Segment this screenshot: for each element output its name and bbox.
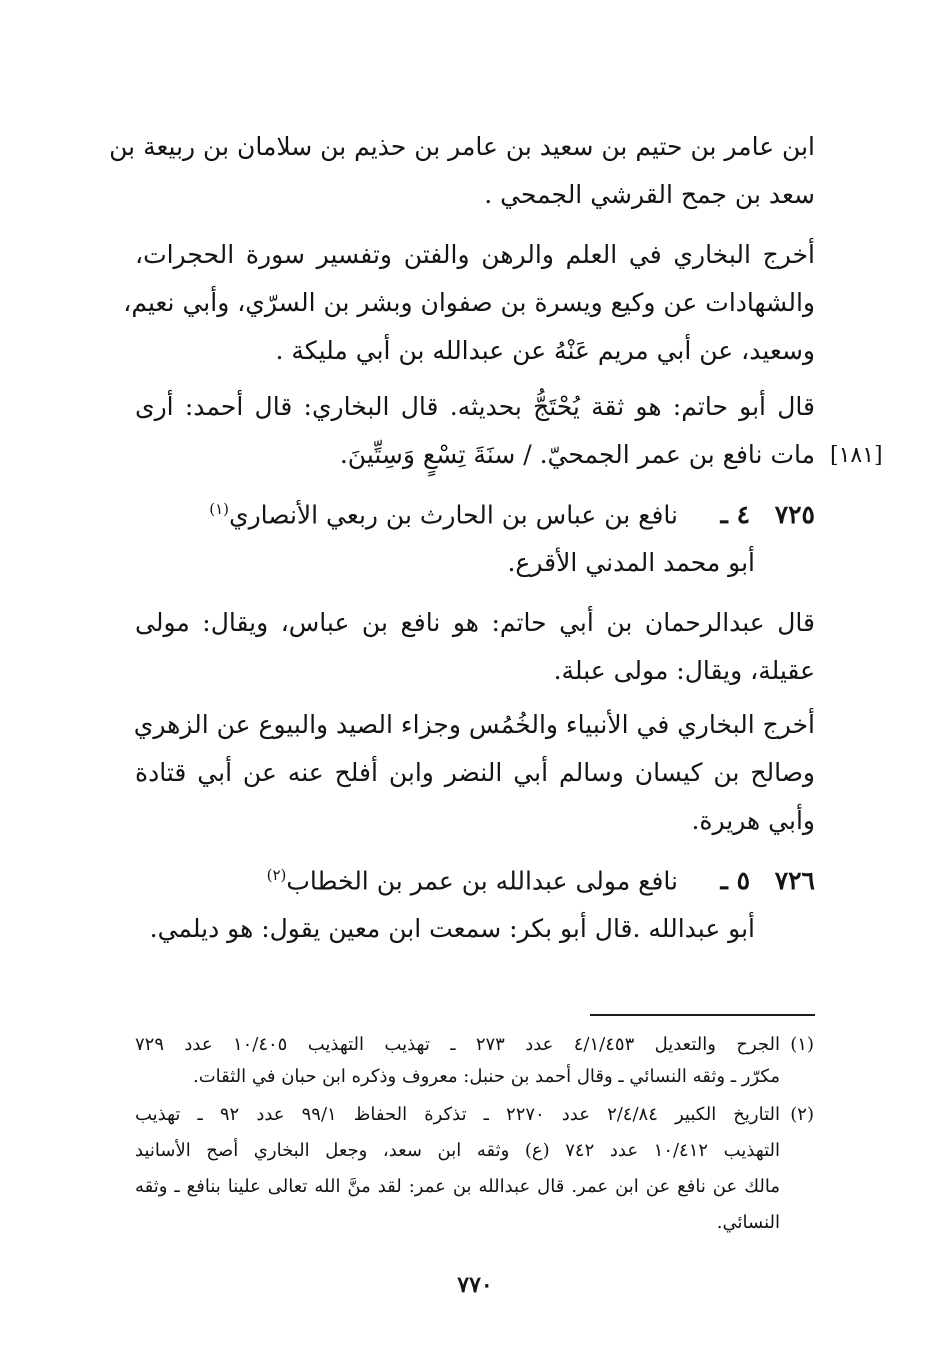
entry-number: ٧٢٥ (774, 500, 815, 529)
entry-subnumber: ٤ ـ (720, 500, 750, 529)
text-line: أخرج البخاري في العلم والرهن والفتن وتفسير سورة الحجرات، (135, 240, 815, 269)
footnote-reference: (٢) (266, 866, 287, 884)
entry-kunya: أبو عبدالله .قال أبو بكر: سمعت ابن معين يقول: هو ديلمي. (149, 914, 755, 943)
page-number: ٧٧٠ (457, 1272, 493, 1298)
entry-title (209, 500, 678, 529)
text-line: عقيلة، ويقال: مولى عبلة. (553, 656, 815, 685)
footnote-separator (590, 1014, 815, 1016)
entry-title (267, 866, 678, 895)
entry-title-text: نافع مولى عبدالله بن عمر بن الخطاب (286, 866, 678, 896)
footnote-line: مالك عن نافع عن ابن عمر. قال عبدالله بن عمر: لقد منَّ الله تعالى علينا بنافع ـ وثقه (135, 1176, 780, 1197)
entry-subnumber: ٥ ـ (720, 866, 750, 895)
footnote-reference: (١) (209, 500, 230, 518)
footnote-marker: (٢) (790, 1104, 814, 1125)
footnote-line: النسائي. (716, 1212, 780, 1233)
text-line: سعد بن جمح القرشي الجمحي . (484, 180, 815, 209)
text-line: ابن عامر بن حتيم بن سعيد بن عامر بن حذيم بن سلامان بن ربيعة بن (109, 132, 815, 161)
text-line: قال عبدالرحمان بن أبي حاتم: هو نافع بن عباس، ويقال: مولى (135, 608, 815, 637)
text-line: قال أبو حاتم: هو ثقة يُحْتَجُّ بحديثه. قال البخاري: قال أحمد: أرى (135, 392, 815, 421)
footnote-line: مكرّر ـ وثقه النسائي ـ وقال أحمد بن حنبل: معروف وذكره ابن حبان في الثقات. (192, 1066, 780, 1087)
text-line: وسعيد، عن أبي مريم عَنْهُ عن عبدالله بن أبي مليكة . (275, 336, 815, 365)
text-line: والشهادات عن وكيع ويسرة بن صفوان وبشر بن السرّي، وأبي نعيم، (123, 288, 815, 317)
entry-number: ٧٢٦ (774, 866, 815, 895)
footnote-line: الجرح والتعديل ٤/١/٤٥٣ عدد ٢٧٣ ـ تهذيب التهذيب ١٠/٤٠٥ عدد ٧٢٩ (135, 1034, 780, 1055)
text-line: أخرج البخاري في الأنبياء والخُمُس وجزاء الصيد والبيوع عن الزهري (133, 710, 815, 739)
page-reference-marker: [١٨١] (830, 443, 883, 468)
text-line: مات نافع بن عمر الجمحيّ. / سنَةَ تِسْعٍ وَسِتِّينَ. (339, 440, 815, 469)
footnote-line: التهذيب ١٠/٤١٢ عدد ٧٤٢ (ع) وثقه ابن سعد، وجعل البخاري أصح الأسانيد (135, 1140, 780, 1161)
footnote-marker: (١) (790, 1034, 814, 1055)
footnote-line: التاريخ الكبير ٢/٤/٨٤ عدد ٢٢٧٠ ـ تذكرة الحفاظ ٩٩/١ عدد ٩٢ ـ تهذيب (135, 1104, 781, 1125)
text-line: وصالح بن كيسان وسالم أبي النضر وابن أفلح عنه عن أبي قتادة (135, 758, 815, 787)
entry-kunya: أبو محمد المدني الأقرع. (507, 548, 755, 577)
entry-title-text: نافع بن عباس بن الحارث بن ربعي الأنصاري (229, 500, 678, 530)
text-line: وأبي هريرة. (691, 806, 815, 835)
